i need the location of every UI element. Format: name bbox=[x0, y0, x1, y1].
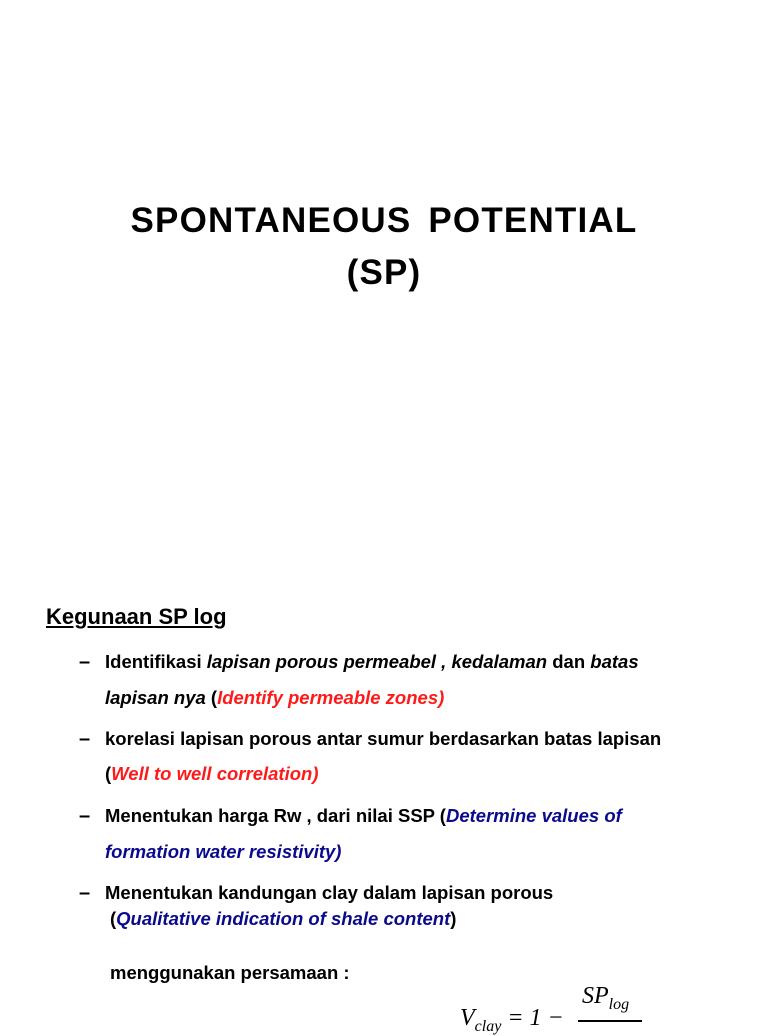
formula-equals: = 1 − bbox=[501, 1005, 564, 1031]
bullet-dash: – bbox=[79, 651, 91, 673]
bullet-3-line-1 bbox=[105, 807, 622, 826]
page-title: SPONTANEOUS POTENTIAL bbox=[130, 201, 638, 240]
bullet-text: Identifikasi bbox=[105, 651, 207, 672]
bullet-3-line-2 bbox=[105, 843, 341, 862]
fraction-bar bbox=[578, 1020, 642, 1022]
bullet-highlight-red: Well to well correlation) bbox=[111, 763, 319, 784]
bullet-text: ( bbox=[110, 908, 117, 929]
bullet-highlight-blue: Determine values of bbox=[445, 805, 622, 826]
bullet-highlight-blue: formation water resistivity) bbox=[105, 841, 342, 862]
page-subtitle: (SP) bbox=[346, 253, 422, 292]
bullet-text: Menentukan harga Rw , dari nilai SSP ( bbox=[105, 805, 446, 826]
formula-numerator-subscript: log bbox=[608, 995, 630, 1013]
bullet-highlight-blue: Qualitative indication of shale content bbox=[116, 908, 451, 929]
bullet-text: lapisan nya bbox=[105, 687, 206, 708]
formula-variable: V bbox=[460, 1005, 475, 1031]
bullet-text: lapisan porous permeabel , kedalaman bbox=[206, 651, 548, 672]
bullet-dash: – bbox=[79, 728, 91, 750]
formula-variable-subscript: clay bbox=[474, 1017, 502, 1035]
formula-lhs bbox=[460, 1005, 564, 1036]
bullet-text: ( bbox=[205, 687, 218, 708]
formula-numerator-text: SP bbox=[582, 983, 609, 1009]
bullet-text: korelasi lapisan porous antar sumur berdasarkan batas lapisan bbox=[105, 728, 662, 749]
bullet-4-line-2 bbox=[110, 910, 456, 929]
bullet-1-line-1 bbox=[105, 653, 639, 672]
bullet-2-line-2 bbox=[105, 765, 318, 784]
formula-numerator bbox=[582, 983, 629, 1014]
bullet-highlight-red: Identify permeable zones) bbox=[217, 687, 445, 708]
bullet-text: dan bbox=[547, 651, 591, 672]
vclay-formula bbox=[450, 975, 670, 1035]
bullet-dash: – bbox=[79, 882, 91, 904]
bullet-4-line-1 bbox=[105, 884, 553, 903]
bullet-text: Menentukan kandungan clay dalam lapisan porous bbox=[105, 882, 554, 903]
bullet-dash: – bbox=[79, 805, 91, 827]
formula-intro: menggunakan persamaan : bbox=[110, 962, 350, 983]
section-heading: Kegunaan SP log bbox=[46, 604, 227, 629]
bullet-text: batas bbox=[590, 651, 639, 672]
bullet-text: ) bbox=[450, 908, 457, 929]
bullet-text: ( bbox=[105, 763, 112, 784]
bullet-1-line-2 bbox=[105, 689, 444, 708]
bullet-2-line-1 bbox=[105, 730, 661, 749]
